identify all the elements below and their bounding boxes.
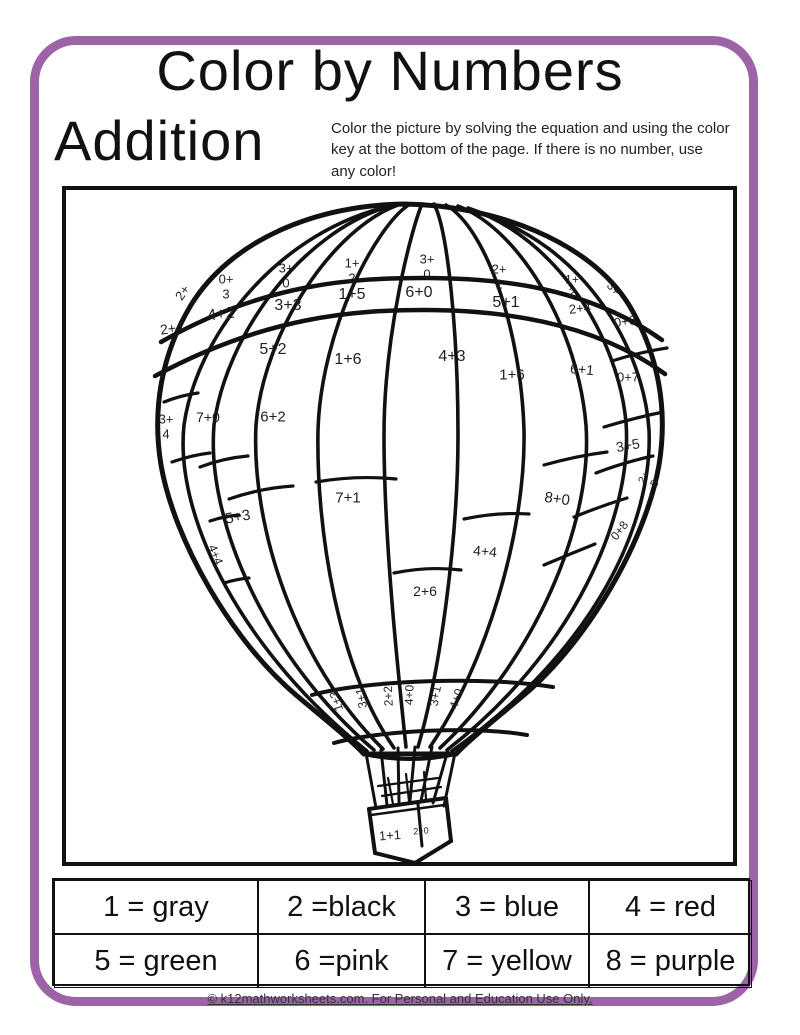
equation-label: 3+1 xyxy=(426,684,444,708)
equation-label: 7+0 xyxy=(196,409,220,426)
equation-label: 7+1 xyxy=(335,489,361,507)
equation-label: 0+6 xyxy=(612,312,637,331)
equation-label: 1+1 xyxy=(378,826,402,844)
equation-label: 3+ 0 xyxy=(419,251,435,281)
equation-label: 3+3 xyxy=(274,297,302,315)
basket xyxy=(369,798,451,863)
equation-label: 3+ xyxy=(603,278,624,299)
segment-dividers xyxy=(164,348,667,583)
page-title: Color by Numbers xyxy=(156,39,624,102)
equation-label: 3+ 4 xyxy=(158,411,174,441)
color-key-cell: 6 =pink xyxy=(258,934,425,988)
equation-label: 2+0 xyxy=(413,825,429,837)
color-key-table xyxy=(52,878,750,986)
equation-label: 4+0 xyxy=(401,684,417,706)
equation-label: 2+4 xyxy=(568,299,592,317)
page-subtitle: Addition xyxy=(54,109,265,172)
equation-label: 3+1 xyxy=(352,686,370,710)
hot-air-balloon-line-art xyxy=(62,186,745,874)
instructions-text: Color the picture by solving the equation and using the color key at the bottom of the page. If there is no number, use any color! xyxy=(331,120,730,180)
equation-label: 5+2 xyxy=(259,341,287,359)
equation-label: 2+ 5 xyxy=(636,469,662,490)
color-key-cell: 7 = yellow xyxy=(425,934,589,988)
equation-label: 8+0 xyxy=(543,488,571,510)
equation-label: 5+3 xyxy=(223,506,252,528)
equation-label: 1+ 2 xyxy=(565,272,579,300)
equation-label: 0+7 xyxy=(616,369,640,385)
gore-seams xyxy=(183,204,649,751)
equation-label: 4+4 xyxy=(205,542,226,567)
equation-label: 6+1 xyxy=(569,360,595,379)
equation-label: 1+3 xyxy=(326,689,347,714)
equation-label: 1+ 2 xyxy=(344,255,360,285)
equation-label: 4+4 xyxy=(472,542,498,561)
color-key-cell: 1 = gray xyxy=(54,880,258,934)
equation-label: 5+1 xyxy=(492,294,520,312)
equation-label: 4+0 xyxy=(446,686,467,711)
equation-label: 4+2 xyxy=(206,304,236,325)
equation-label: 3+5 xyxy=(614,435,641,456)
color-key-cell: 2 =black xyxy=(258,880,425,934)
equation-label: 6+0 xyxy=(405,284,433,302)
equation-label: 2+2 xyxy=(380,685,396,707)
color-key-cell: 8 = purple xyxy=(589,934,752,988)
equation-label: 6+2 xyxy=(260,408,286,426)
equation-label: 0+ 3 xyxy=(218,271,234,301)
coloring-picture-frame xyxy=(62,186,737,866)
color-key-cell: 5 = green xyxy=(54,934,258,988)
equation-label: 0+8 xyxy=(607,518,632,543)
equation-label: 4+3 xyxy=(438,348,466,366)
equation-label: 2+ 1 xyxy=(491,261,507,291)
color-key-cell: 4 = red xyxy=(589,880,752,934)
equation-label: 2+6 xyxy=(413,583,437,600)
equation-label: 1+5 xyxy=(338,286,366,304)
footer-credit-link[interactable]: © k12mathworksheets.com. For Personal and Education Use Only. xyxy=(207,991,593,1006)
equation-label: 2+4 xyxy=(159,318,185,338)
equation-label: 1+6 xyxy=(334,351,362,369)
color-key-cell: 3 = blue xyxy=(425,880,589,934)
equation-label: 2+ xyxy=(171,282,193,303)
footer-credit[interactable] xyxy=(0,991,800,1006)
equation-label: 3+ 0 xyxy=(278,260,294,290)
equation-label: 1+6 xyxy=(499,366,525,384)
